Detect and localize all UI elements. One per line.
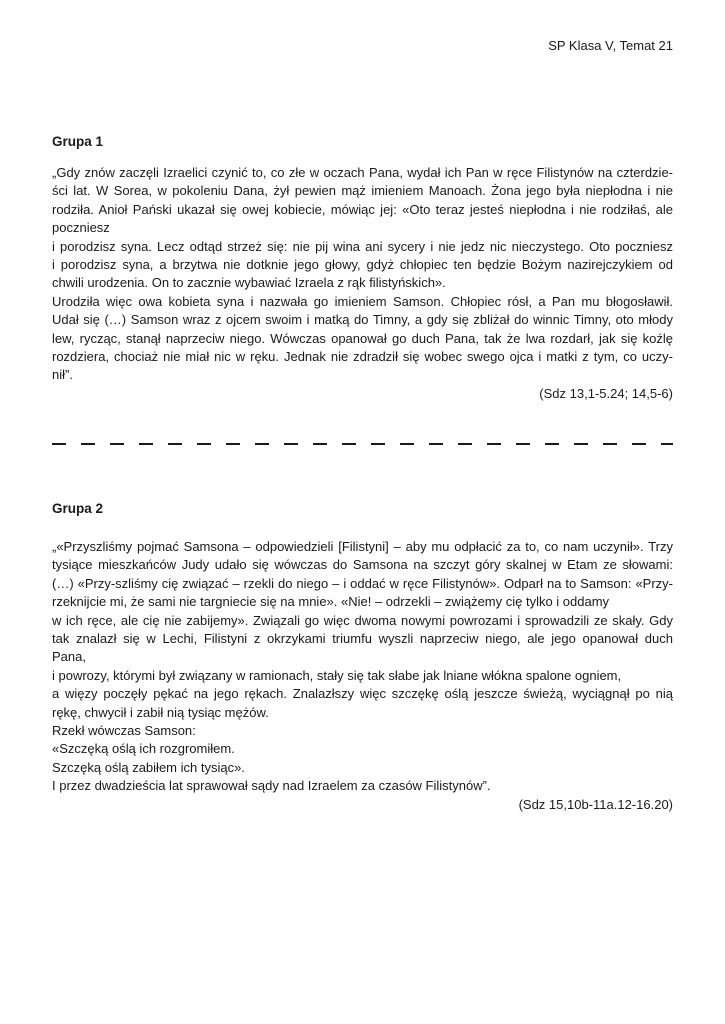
passage-line: chwili urodzenia. On to zacznie wybawiać Izraela z rąk filistyńskich». <box>52 275 446 291</box>
passage-line: Pana, <box>52 649 86 665</box>
group-2-reference: (Sdz 15,10b-11a.12-16.20) <box>518 796 673 812</box>
passage-line: a więzy poczęły pękać na jego rękach. Znalazłszy więc szczękę oślą jeszcze świeżą, wyciągnął po nią <box>52 686 673 702</box>
passage-line: poczniesz <box>52 220 110 236</box>
passage-line: „Gdy znów zaczęli Izraelici czynić to, co złe w oczach Pana, wydał ich Pan w ręce Filistynów na czterdzie- <box>52 165 673 180</box>
group-1-reference: (Sdz 13,1-5.24; 14,5-6) <box>539 385 673 401</box>
passage-line: i porodzisz syna. Lecz odtąd strzeż się: nie pij wina ani sycery i nie jedz nic nieczystego. Oto poczniesz <box>52 238 673 254</box>
dashed-divider <box>52 443 673 445</box>
passage-line: ści lat. W Sorea, w pokoleniu Dana, żył pewien mąż imieniem Manoach. Żona jego była niepłodna i nie <box>52 183 673 199</box>
passage-line: Urodziła więc owa kobieta syna i nazwała go imieniem Samson. Chłopiec rósł, a Pan mu błogosławił. <box>52 293 673 309</box>
passage-line: Udał się (…) Samson wraz z ojcem swoim i matką do Timny, a gdy się zbliżał do winnic Timny, oto młody <box>52 312 673 328</box>
group-2-title: Grupa 2 <box>52 501 104 516</box>
passage-line: i powrozy, którymi był związany w ramionach, stały się tak słabe jak lniane włókna spalone ogniem, <box>52 667 622 683</box>
group-1-title: Grupa 1 <box>52 134 104 149</box>
passage-line: Szczęką oślą zabiłem ich tysiąc». <box>52 759 245 775</box>
passage-line: nił”. <box>52 367 73 383</box>
passage-line: rzeknijcie mi, że sami nie targniecie się na mnie». «Nie! – odrzekli – zwiążemy cię tylko i oddamy <box>52 594 610 610</box>
passage-line: lew, rycząc, stanął naprzeciw niego. Wówczas opanował go duch Pana, tak że lwa rozdarł, jak się koźlę <box>52 330 673 346</box>
passage-line: tysiące mieszkańców Judy udało się wówczas do Samsona na szczyt góry skalnej w Etam ze słowami: <box>52 557 673 573</box>
passage-line: w ich ręce, ale cię nie zabijemy». Związali go więc dwoma nowymi powrozami i sprowadzili ze skały. Gdy <box>52 612 673 628</box>
passage-line: i porodzisz syna, a brzytwa nie dotknie jego głowy, gdyż chłopiec ten będzie Bożym nazirejczykiem od <box>52 257 673 273</box>
passage-line: rodziła. Anioł Pański ukazał się owej kobiecie, mówiąc jej: «Oto teraz jesteś niepłodna i nie rodziłaś, ale <box>52 201 673 217</box>
page-header: SP Klasa V, Temat 21 <box>548 38 673 53</box>
passage-line: I przez dwadzieścia lat sprawował sądy nad Izraelem za czasów Filistynów”. <box>52 778 491 794</box>
passage-line: (…) «Przy-szliśmy cię związać – rzekli do niego – i oddać w ręce Filistynów». Odparł na to Samson: «Przy- <box>52 575 673 591</box>
passage-line: tak znalazł się w Lechi, Filistyni z okrzykami triumfu wyszli naprzeciw niego, ale jego opanował duch <box>52 631 673 647</box>
passage-line: „«Przyszliśmy pojmać Samsona – odpowiedzieli [Filistyni] – aby mu odpłacić za to, co nam uczynił». Trzy <box>52 539 673 554</box>
passage-line: rozdziera, chociaż nie miał nic w ręku. Jednak nie zdradził się wobec swego ojca i matki z tym, co uczy- <box>52 349 673 365</box>
group-1-passage <box>52 164 673 403</box>
passage-line: rękę, chwycił i zabił nią tysiąc mężów. <box>52 704 269 720</box>
group-2-passage <box>52 538 673 814</box>
passage-line: Rzekł wówczas Samson: <box>52 723 196 739</box>
passage-line: «Szczęką oślą ich rozgromiłem. <box>52 741 235 757</box>
